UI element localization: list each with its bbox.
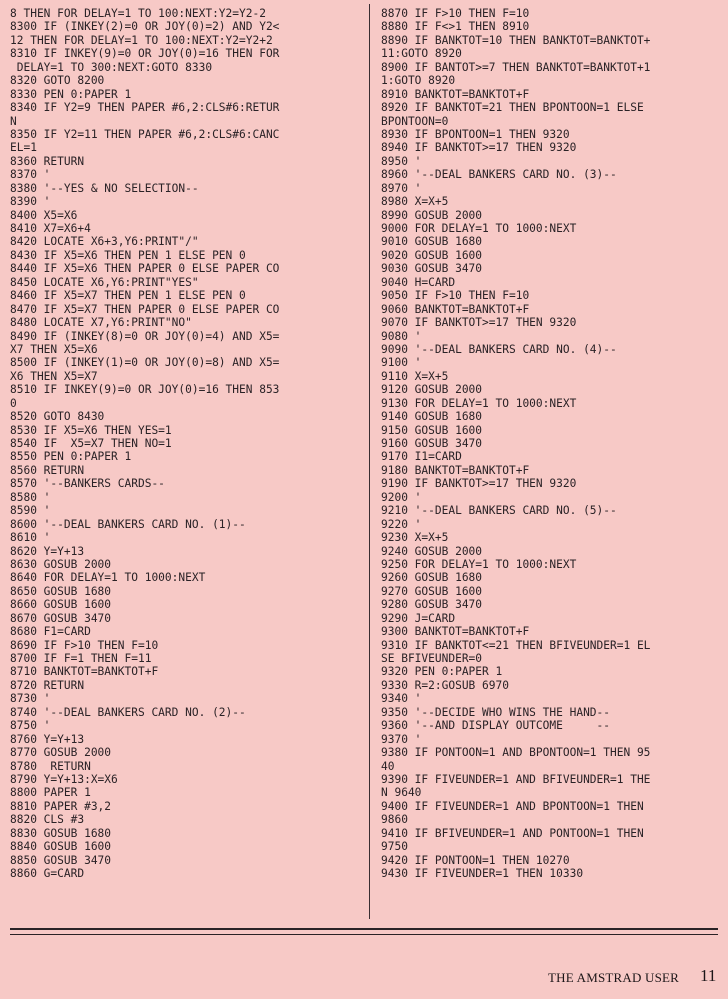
code-line: 8950 '	[381, 154, 422, 168]
code-line: 12 THEN FOR DELAY=1 TO 100:NEXT:Y2=Y2+2	[10, 33, 273, 47]
code-line: DELAY=1 TO 300:NEXT:GOTO 8330	[10, 60, 213, 74]
code-line: 8630 GOSUB 2000	[10, 557, 112, 571]
code-line: 9270 GOSUB 1600	[381, 584, 483, 598]
code-line: 8900 IF BANTOT>=7 THEN BANKTOT=BANKTOT+1	[381, 60, 651, 74]
code-line: 8430 IF X5=X6 THEN PEN 1 ELSE PEN 0	[10, 248, 246, 262]
publication-title: THE AMSTRAD USER	[548, 970, 680, 985]
code-line: 8710 BANKTOT=BANKTOT+F	[10, 665, 159, 679]
code-line: 8910 BANKTOT=BANKTOT+F	[381, 87, 530, 101]
code-line: 8810 PAPER #3,2	[10, 799, 112, 813]
code-line: 8990 GOSUB 2000	[381, 208, 483, 222]
code-line: 8570 '--BANKERS CARDS--	[10, 477, 165, 491]
code-line: 9370 '	[381, 732, 422, 746]
code-line: 9150 GOSUB 1600	[381, 423, 483, 437]
code-line: 8400 X5=X6	[10, 208, 78, 222]
code-line: 8480 LOCATE X7,Y6:PRINT"NO"	[10, 316, 192, 330]
code-line: EL=1	[10, 141, 37, 155]
code-line: 1:GOTO 8920	[381, 74, 456, 88]
code-line: 9220 '	[381, 517, 422, 531]
code-line: 9100 '	[381, 356, 422, 370]
code-line: 9120 GOSUB 2000	[381, 383, 483, 397]
code-line: 9210 '--DEAL BANKERS CARD NO. (5)--	[381, 504, 617, 518]
code-line: 8440 IF X5=X6 THEN PAPER 0 ELSE PAPER CO	[10, 262, 280, 276]
code-line: 8370 '	[10, 168, 51, 182]
code-line: 9250 FOR DELAY=1 TO 1000:NEXT	[381, 557, 577, 571]
code-line: 8660 GOSUB 1600	[10, 598, 112, 612]
code-line: 8650 GOSUB 1680	[10, 584, 112, 598]
code-line: 9130 FOR DELAY=1 TO 1000:NEXT	[381, 396, 577, 410]
code-line: 8700 IF F=1 THEN F=11	[10, 652, 152, 665]
listing-left-column	[10, 7, 365, 880]
code-line: 9050 IF F>10 THEN F=10	[381, 289, 530, 303]
code-line: 8600 '--DEAL BANKERS CARD NO. (1)--	[10, 517, 246, 531]
code-line: X6 THEN X5=X7	[10, 369, 98, 383]
code-line: 9030 GOSUB 3470	[381, 262, 483, 276]
code-line: 9140 GOSUB 1680	[381, 410, 483, 424]
code-line: 8830 GOSUB 1680	[10, 826, 112, 840]
code-line: 9330 R=2:GOSUB 6970	[381, 678, 509, 692]
code-line: 9170 I1=CARD	[381, 450, 462, 464]
code-line: 11:GOTO 8920	[381, 47, 462, 61]
code-line: 9020 GOSUB 1600	[381, 248, 483, 262]
code-line: 8460 IF X5=X7 THEN PEN 1 ELSE PEN 0	[10, 289, 246, 303]
code-line: 8380 '--YES & NO SELECTION--	[10, 181, 199, 195]
code-line: X7 THEN X5=X6	[10, 342, 98, 356]
code-line: 8760 Y=Y+13	[10, 732, 85, 746]
code-line: 9430 IF FIVEUNDER=1 THEN 10330	[381, 867, 584, 880]
code-line: 9350 '--DECIDE WHO WINS THE HAND--	[381, 705, 611, 719]
code-line: 8330 PEN 0:PAPER 1	[10, 87, 132, 101]
code-line: 8540 IF X5=X7 THEN NO=1	[10, 437, 172, 450]
code-line: 8310 IF INKEY(9)=0 OR JOY(0)=16 THEN FOR	[10, 47, 280, 61]
column-divider	[369, 4, 370, 919]
code-line: 8670 GOSUB 3470	[10, 611, 112, 625]
code-line: 8360 RETURN	[10, 154, 85, 168]
code-line: 8820 CLS #3	[10, 813, 85, 827]
code-line: 9360 '--AND DISPLAY OUTCOME --	[381, 719, 611, 733]
code-line: 9090 '--DEAL BANKERS CARD NO. (4)--	[381, 342, 617, 356]
code-line: 8350 IF Y2=11 THEN PAPER #6,2:CLS#6:CANC	[10, 127, 280, 141]
code-line: 9300 BANKTOT=BANKTOT+F	[381, 625, 530, 639]
code-line: 9420 IF PONTOON=1 THEN 10270	[381, 853, 570, 867]
code-line: 8790 Y=Y+13:X=X6	[10, 772, 118, 786]
code-line: 9160 GOSUB 3470	[381, 437, 483, 450]
code-line: 9410 IF BFIVEUNDER=1 AND PONTOON=1 THEN	[381, 826, 644, 840]
code-line: 9080 '	[381, 329, 422, 343]
code-line: 9110 X=X+5	[381, 369, 449, 383]
code-line: 8 THEN FOR DELAY=1 TO 100:NEXT:Y2=Y2-2	[10, 7, 266, 20]
code-line: 9750	[381, 840, 408, 854]
code-line: 8770 GOSUB 2000	[10, 746, 112, 760]
code-line: 9380 IF PONTOON=1 AND BPONTOON=1 THEN 95	[381, 746, 651, 760]
footer-rule-thin	[10, 934, 718, 935]
code-line: 8340 IF Y2=9 THEN PAPER #6,2:CLS#6:RETUR	[10, 101, 280, 115]
code-line: 8490 IF (INKEY(8)=0 OR JOY(0)=4) AND X5=	[10, 329, 280, 343]
code-line: 8620 Y=Y+13	[10, 544, 85, 558]
code-line: 0	[10, 396, 17, 410]
code-line: 9320 PEN 0:PAPER 1	[381, 665, 503, 679]
code-line: 8390 '	[10, 195, 51, 209]
code-line: 8320 GOTO 8200	[10, 74, 105, 88]
code-line: 8590 '	[10, 504, 51, 518]
code-line: 8520 GOTO 8430	[10, 410, 105, 424]
code-line: 8720 RETURN	[10, 678, 85, 692]
code-line: N	[10, 114, 17, 128]
code-line: 8860 G=CARD	[10, 867, 85, 880]
code-line: 8750 '	[10, 719, 51, 733]
code-line: 8450 LOCATE X6,Y6:PRINT"YES"	[10, 275, 199, 289]
code-line: 9860	[381, 813, 408, 827]
code-line: 9000 FOR DELAY=1 TO 1000:NEXT	[381, 222, 577, 235]
code-line: 8780 RETURN	[10, 759, 91, 773]
code-line: 8870 IF F>10 THEN F=10	[381, 7, 530, 20]
code-line: 9200 '	[381, 490, 422, 504]
code-line: 8840 GOSUB 1600	[10, 840, 112, 854]
code-line: 8920 IF BANKTOT=21 THEN BPONTOON=1 ELSE	[381, 101, 644, 115]
code-line: 9230 X=X+5	[381, 531, 449, 545]
listing-right-column	[381, 7, 723, 880]
code-line: 9400 IF FIVEUNDER=1 AND BPONTOON=1 THEN	[381, 799, 644, 813]
code-line: 8740 '--DEAL BANKERS CARD NO. (2)--	[10, 705, 246, 719]
code-line: 8940 IF BANKTOT>=17 THEN 9320	[381, 141, 577, 155]
code-line: 8850 GOSUB 3470	[10, 853, 112, 867]
code-line: 9180 BANKTOT=BANKTOT+F	[381, 463, 530, 477]
code-line: 8960 '--DEAL BANKERS CARD NO. (3)--	[381, 168, 617, 182]
code-line: 9390 IF FIVEUNDER=1 AND BFIVEUNDER=1 THE	[381, 772, 651, 786]
code-line: 8580 '	[10, 490, 51, 504]
code-line: 8530 IF X5=X6 THEN YES=1	[10, 423, 172, 437]
code-line: 9060 BANKTOT=BANKTOT+F	[381, 302, 530, 316]
code-line: 9010 GOSUB 1680	[381, 235, 483, 249]
code-line: 8880 IF F<>1 THEN 8910	[381, 20, 530, 34]
code-line: 8550 PEN 0:PAPER 1	[10, 450, 132, 464]
code-line: 8690 IF F>10 THEN F=10	[10, 638, 159, 652]
code-line: 9190 IF BANKTOT>=17 THEN 9320	[381, 477, 577, 491]
code-line: 8890 IF BANKTOT=10 THEN BANKTOT=BANKTOT+	[381, 33, 651, 47]
code-line: 8610 '	[10, 531, 51, 545]
code-line: 8410 X7=X6+4	[10, 222, 91, 235]
code-line: 8680 F1=CARD	[10, 625, 91, 639]
code-line: 8470 IF X5=X7 THEN PAPER 0 ELSE PAPER CO	[10, 302, 280, 316]
code-line: 8730 '	[10, 692, 51, 706]
code-line: 9290 J=CARD	[381, 611, 456, 625]
code-line: 40	[381, 759, 395, 773]
code-line: 8560 RETURN	[10, 463, 85, 477]
footer-rule-thick	[10, 928, 718, 930]
code-line: 8300 IF (INKEY(2)=0 OR JOY(0)=2) AND Y2<	[10, 20, 280, 34]
code-line: 8420 LOCATE X6+3,Y6:PRINT"/"	[10, 235, 199, 249]
code-line: SE BFIVEUNDER=0	[381, 652, 483, 665]
code-line: 8980 X=X+5	[381, 195, 449, 209]
code-line: 9260 GOSUB 1680	[381, 571, 483, 585]
code-line: N 9640	[381, 786, 422, 800]
code-line: 9280 GOSUB 3470	[381, 598, 483, 612]
code-line: 9310 IF BANKTOT<=21 THEN BFIVEUNDER=1 EL	[381, 638, 651, 652]
code-line: 9240 GOSUB 2000	[381, 544, 483, 558]
code-line: 9070 IF BANKTOT>=17 THEN 9320	[381, 316, 577, 330]
code-line: 9340 '	[381, 692, 422, 706]
code-line: 8510 IF INKEY(9)=0 OR JOY(0)=16 THEN 853	[10, 383, 280, 397]
code-line: 8640 FOR DELAY=1 TO 1000:NEXT	[10, 571, 206, 585]
code-line: 8800 PAPER 1	[10, 786, 91, 800]
page-number: 11	[700, 966, 717, 985]
code-line: 8930 IF BPONTOON=1 THEN 9320	[381, 127, 570, 141]
code-line: BPONTOON=0	[381, 114, 449, 128]
code-line: 8970 '	[381, 181, 422, 195]
code-line: 9040 H=CARD	[381, 275, 456, 289]
code-line: 8500 IF (INKEY(1)=0 OR JOY(0)=8) AND X5=	[10, 356, 280, 370]
